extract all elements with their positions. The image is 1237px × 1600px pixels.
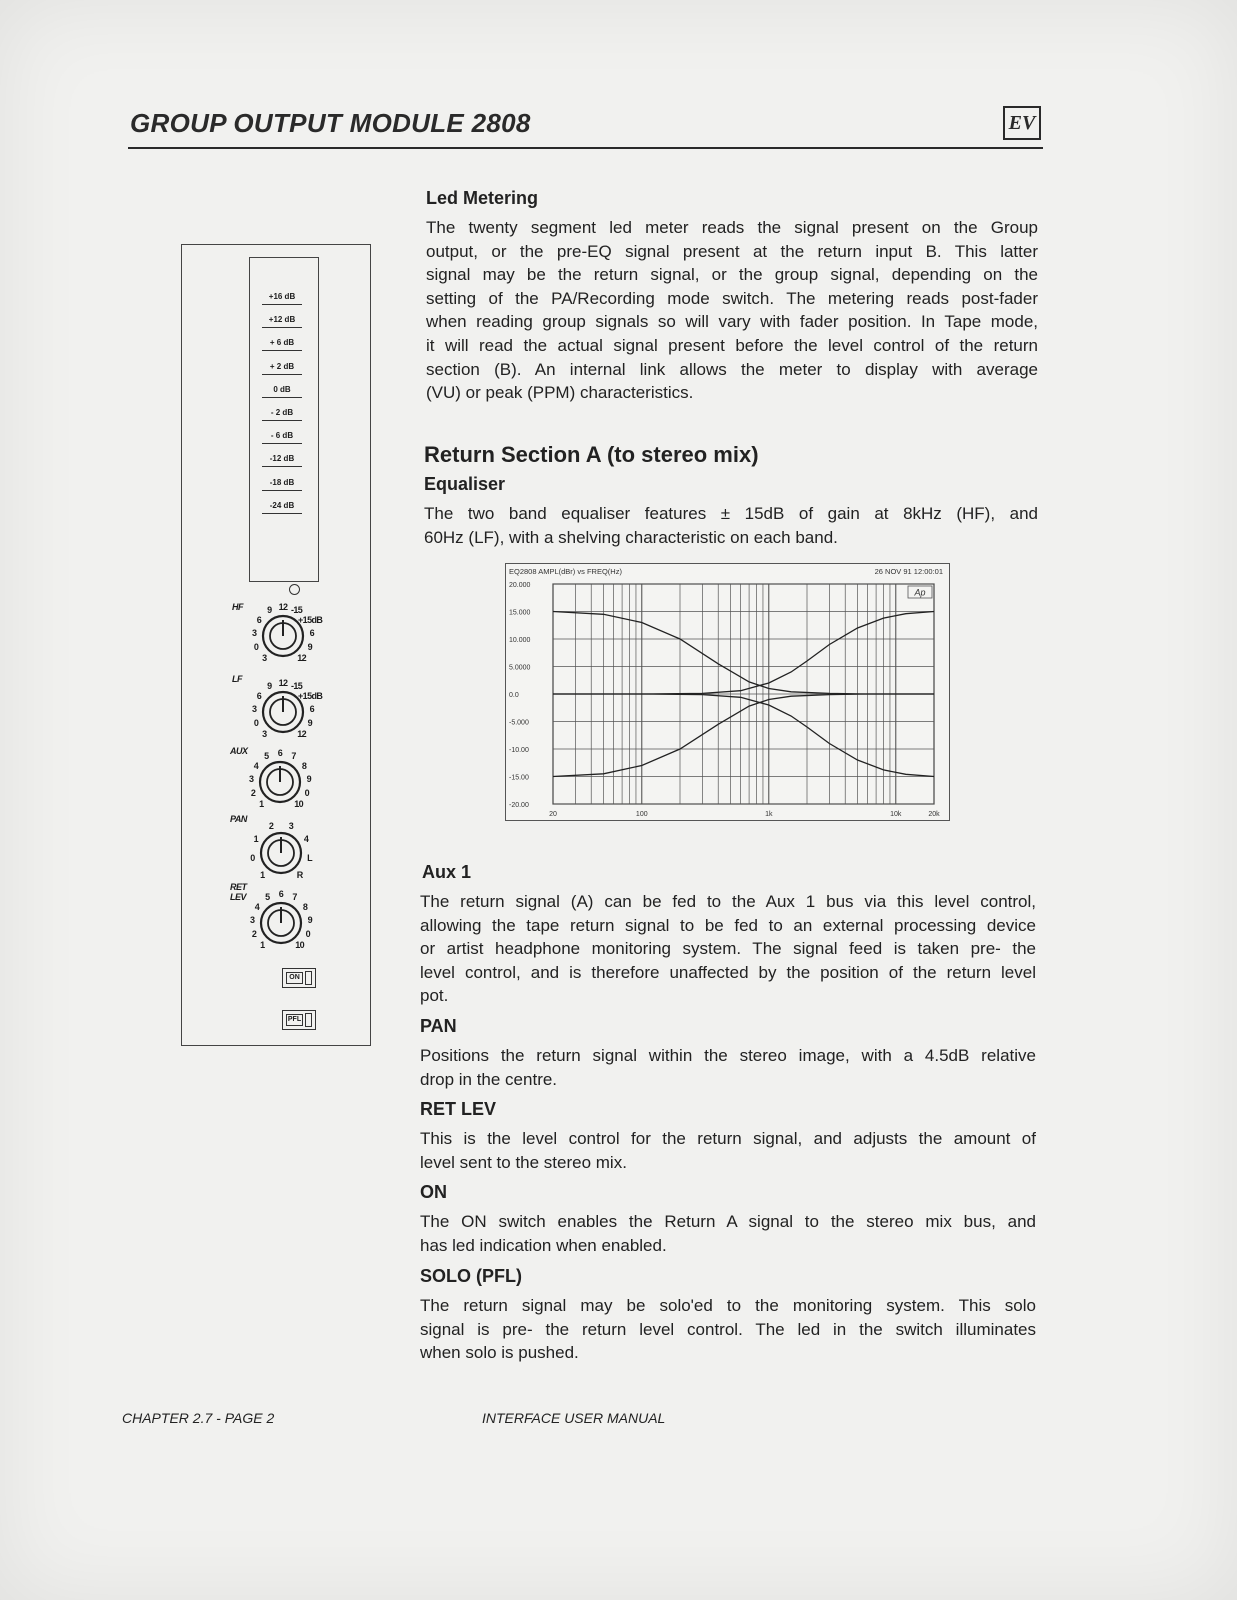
heading-solo: SOLO (PFL) [420,1266,522,1286]
hf-knob-label: HF [232,602,243,612]
lf-knob-label: LF [232,674,242,684]
text-line: level control, and is therefore unaffected by the position of the return level [420,962,1036,982]
y-tick-label: 0.0 [509,692,519,699]
y-tick-label: -20.00 [509,802,529,809]
y-tick-label: 20.000 [509,582,531,589]
pfl-switch-label: PFL [286,1014,303,1026]
knob-scale-mark: 6 [309,703,315,714]
eq-response-chart [505,563,950,821]
knob-scale-mark: 7 [291,751,296,762]
knob-scale-mark: 10 [295,940,305,951]
knob-scale-mark: 9 [307,717,313,728]
heading-ret-lev: RET LEV [420,1099,497,1119]
series-line-3 [553,612,934,695]
text-line: The return signal may be solo'ed to the monitoring system. This solo [420,1296,1036,1315]
pfl-switch[interactable] [282,1010,316,1030]
text-line: The twenty segment led meter reads the signal present on the Group [426,218,1038,237]
knob-scale-mark: 9 [306,773,312,784]
knob-scale-mark: 4 [253,760,259,771]
chart-plot [506,564,951,822]
knob-scale-mark: 9 [267,605,272,616]
series-line-2 [553,694,934,777]
knob-scale-mark: +15dB [298,614,323,625]
y-tick-label: 10.000 [509,637,531,644]
series-line-4 [553,694,934,777]
knob-scale-mark: 0 [304,787,310,798]
knob-scale-mark: 3 [251,627,257,638]
knob-scale-mark: 3 [248,773,254,784]
y-tick-label: -5.000 [509,719,529,727]
meter-scale-label: - 2 dB [262,406,302,421]
knob-scale-mark: 3 [288,820,294,831]
knob-scale-mark: 12 [297,729,307,740]
text-line: or artist headphone monitoring system. The signal feed is taken pre- the [420,939,1036,959]
paragraph-ret-lev [420,1127,1036,1174]
knob-scale-mark: 10 [294,799,304,810]
knob-scale-mark: 12 [278,602,288,612]
text-line: has led indication when enabled. [420,1235,667,1255]
on-switch-led [305,971,312,985]
knob-scale-mark: 8 [302,901,308,912]
heading-pan: PAN [420,1016,457,1036]
knob-scale-mark: 1 [259,799,264,810]
y-tick-label: 5.0000 [509,664,531,672]
text-line: drop in the centre. [420,1069,558,1089]
meter-scale-label: 0 dB [262,383,302,398]
pfl-switch-led [305,1013,312,1027]
knob-scale-mark: 0 [253,717,259,728]
text-line: (VU) or peak (PPM) characteristics. [426,383,694,403]
paragraph-led-metering [426,216,1038,405]
text-line: This is the level control for the return signal, and adjusts the amount of [420,1129,1036,1148]
knob-scale-mark: 5 [264,751,269,762]
y-tick-label: -10.00 [509,747,529,754]
text-line: signal is pre- the return level control. The led in the switch illuminates [420,1319,1036,1339]
knob-scale-mark: -15 [291,605,303,616]
text-line: allowing the tape return signal to be fed to an external processing device [420,915,1036,935]
knob-scale-mark: 6 [309,627,315,638]
meter-scale-label: +12 dB [262,313,302,328]
y-tick-label: 15.000 [509,609,531,617]
ap-badge: Ap [914,587,926,598]
text-line: it will read the actual signal present before the level control of the return [426,335,1038,355]
knob-scale-mark: 3 [262,729,267,740]
heading-return-section-a: Return Section A (to stereo mix) [424,442,759,467]
paragraph-on [420,1210,1036,1257]
knob-scale-mark: 4 [254,901,260,912]
text-line: when solo is pushed. [420,1343,579,1363]
text-line: level sent to the stereo mix. [420,1152,627,1172]
knob-scale-mark: 5 [265,892,270,903]
meter-scale-label: -18 dB [262,476,302,491]
paragraph-pan [420,1044,1036,1091]
knob-scale-mark: 12 [297,653,307,664]
y-tick-label: -15.00 [509,774,529,782]
ev-logo: EV [1003,106,1041,140]
knob-scale-mark: 1 [260,870,265,881]
knob-scale-mark: 1 [260,940,265,951]
on-switch-label: ON [286,972,303,984]
knob-scale-mark: 3 [251,703,257,714]
aux-knob-label: AUX [230,746,248,756]
heading-aux1: Aux 1 [422,862,472,882]
text-line: The return signal (A) can be fed to the Aux 1 bus via this level control, [420,892,1036,911]
knob-scale-mark: 1 [253,833,259,844]
chart-timestamp: 26 NOV 91 12:00:01 [874,567,943,576]
footer-chapter: CHAPTER 2.7 - PAGE 2 [122,1410,275,1426]
meter-scale-label: + 2 dB [262,360,302,375]
x-tick-label: 10k [890,811,902,818]
text-line: setting of the PA/Recording mode switch. The metering reads post-fader [426,288,1038,308]
knob-scale-mark: 6 [278,889,284,899]
indicator-led [289,584,300,595]
series-line-1 [553,612,934,695]
meter-scale-label: - 6 dB [262,429,302,444]
knob-scale-mark: 2 [250,787,256,798]
knob-scale-mark: 12 [278,678,288,688]
knob-scale-mark: -15 [291,681,303,692]
paragraph-aux1 [420,890,1036,1008]
x-tick-label: 20 [549,811,557,818]
knob-scale-mark: 2 [268,820,274,831]
x-tick-label: 20k [928,811,940,818]
knob-scale-mark: 4 [303,833,309,844]
knob-scale-mark: 9 [307,641,313,652]
text-line: pot. [420,986,449,1006]
heading-on: ON [420,1182,447,1202]
ret-lev-knob-label: RET LEV [230,882,247,902]
footer-manual-name: INTERFACE USER MANUAL [482,1410,666,1426]
meter-scale-label: -24 dB [262,499,302,514]
knob-scale-mark: 8 [301,760,307,771]
knob-scale-mark: L [307,853,312,864]
knob-scale-mark: 9 [307,914,313,925]
header-rule [128,147,1043,149]
meter-scale-label: +16 dB [262,290,302,305]
knob-scale-mark: +15dB [298,690,323,701]
pan-knob-label: PAN [230,814,247,824]
knob-scale-mark: 6 [256,614,262,625]
heading-led-metering: Led Metering [426,188,539,208]
knob-scale-mark: 3 [249,914,255,925]
text-line: when reading group signals so will vary with fader position. In Tape mode, [426,312,1038,332]
on-switch[interactable] [282,968,316,988]
text-line: The two band equaliser features ± 15dB of gain at 8kHz (HF), and [424,504,1038,523]
paragraph-solo [420,1294,1036,1365]
knob-scale-mark: 6 [256,690,262,701]
text-line: signal may be the return signal, or the group signal, depending on the [426,265,1038,285]
heading-equaliser: Equaliser [424,474,506,494]
meter-scale-label: -12 dB [262,452,302,467]
x-tick-label: 1k [765,811,773,818]
knob-scale-mark: 2 [251,928,257,939]
knob-scale-mark: 0 [253,641,259,652]
text-line: Positions the return signal within the stereo image, with a 4.5dB relative [420,1046,1036,1065]
page-title: GROUP OUTPUT MODULE 2808 [130,108,531,138]
knob-scale-mark: 3 [262,653,267,664]
chart-title: EQ2808 AMPL(dBr) vs FREQ(Hz) [509,567,622,576]
text-line: 60Hz (LF), with a shelving characteristic on each band. [424,527,838,547]
knob-scale-mark: 6 [277,748,283,758]
text-line: The ON switch enables the Return A signal to the stereo mix bus, and [420,1212,1036,1231]
x-tick-label: 100 [635,811,648,818]
knob-scale-mark: 9 [267,681,272,692]
knob-scale-mark: R [296,870,303,881]
meter-scale-label: + 6 dB [262,336,302,351]
knob-scale-mark: 0 [250,853,255,864]
text-line: section (B). An internal link allows the meter to display with average [426,359,1038,379]
paragraph-equaliser [424,502,1038,549]
knob-scale-mark: 7 [292,892,297,903]
knob-scale-mark: 0 [305,928,311,939]
text-line: output, or the pre-EQ signal present at the return input B. This latter [426,241,1038,261]
